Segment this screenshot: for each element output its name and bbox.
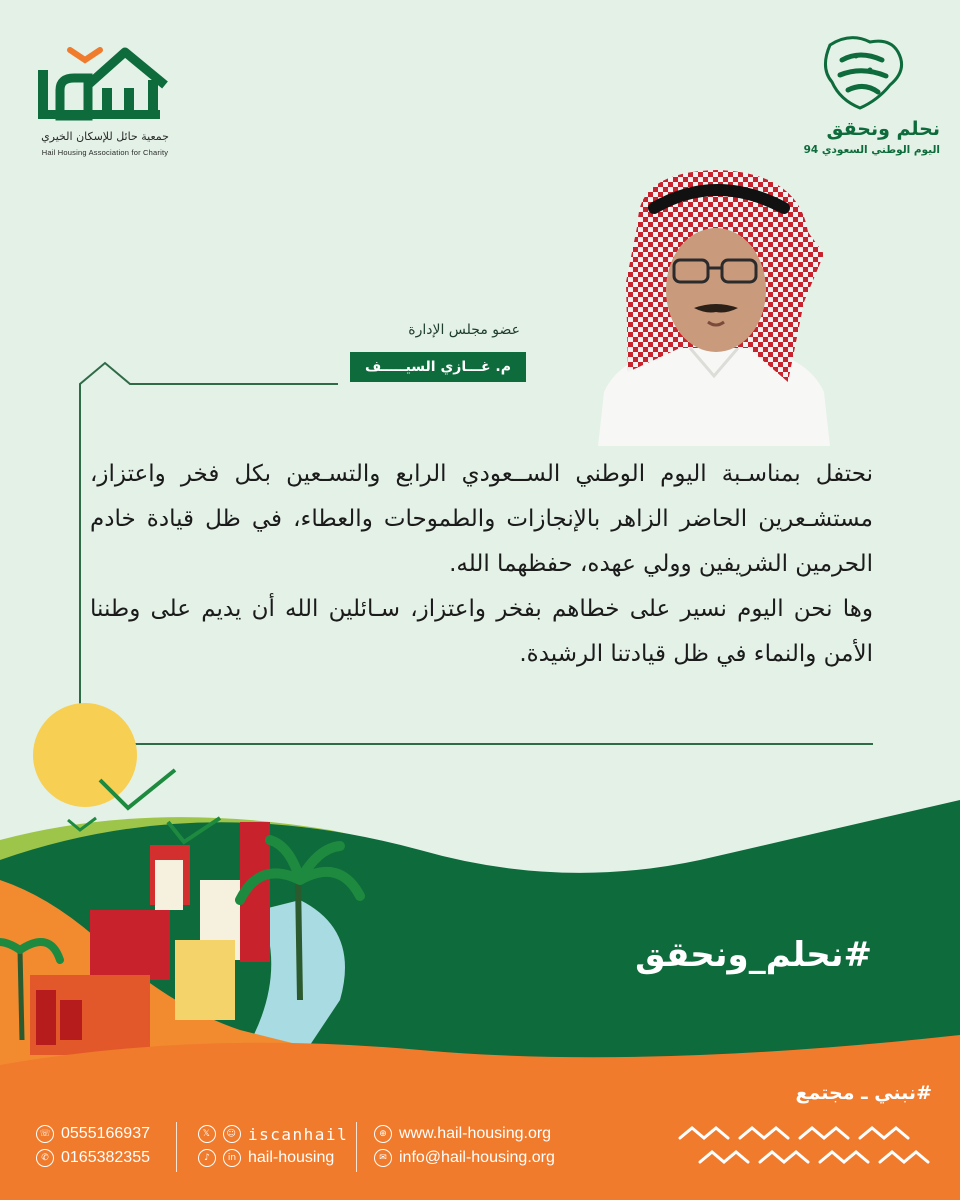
whatsapp-icon: ☏ <box>36 1125 54 1143</box>
contact-social-1[interactable] <box>198 1122 348 1146</box>
linkedin-icon: in <box>223 1149 241 1167</box>
mail-icon: ✉ <box>374 1149 392 1167</box>
contact-social-2[interactable] <box>198 1146 334 1170</box>
x-icon: 𝕏 <box>198 1125 216 1143</box>
contact-email[interactable] <box>374 1146 555 1170</box>
footer-tagline: #نبني ـ مجتمع <box>795 1082 932 1104</box>
phone-icon: ✆ <box>36 1149 54 1167</box>
website-url: www.hail-housing.org <box>399 1125 552 1142</box>
campaign-subtitle: اليوم الوطني السعودي 94 <box>803 144 940 156</box>
speaker-name-badge: م. غـــازي السيـــــف <box>350 352 526 382</box>
message-paragraph-1: نحتفل بمناسـبة اليوم الوطني الســعودي الرابع والتسـعين بكل فخر واعتزاز، مستشـعرين الحاضر الزاهر بالإنجازات والطموحات والعطاء، في ظل قيادة خادم الحرمين الشريفين وولي عهده، حفظهما الله. <box>90 461 873 577</box>
campaign-hashtag: #نحلم_ونحقق <box>635 935 872 975</box>
tiktok-icon: ♪ <box>198 1149 216 1167</box>
speaker-role: عضو مجلس الإدارة <box>408 322 520 338</box>
org-name-ar: جمعية حائل للإسكان الخيري <box>41 130 169 143</box>
social-handle-2: hail-housing <box>248 1149 335 1166</box>
contact-website[interactable] <box>374 1122 551 1146</box>
contact-phone[interactable] <box>36 1146 150 1170</box>
phone-number: 0165382355 <box>61 1149 150 1166</box>
footer-separator <box>356 1122 357 1172</box>
globe-icon: ⊕ <box>374 1125 392 1143</box>
contact-whatsapp[interactable] <box>36 1122 150 1146</box>
footer-separator <box>176 1122 177 1172</box>
message-paragraph-2: وها نحن اليوم نسير على خطاهم بفخر واعتزاز، سـائلين الله أن يديم على وطننا الأمن والنماء في ظل قيادتنا الرشيدة. <box>90 596 873 667</box>
social-handle-1: iscanhail <box>248 1124 349 1144</box>
campaign-slogan: نحلم ونحقق <box>826 118 940 140</box>
snapchat-icon: ☺ <box>223 1125 241 1143</box>
whatsapp-number: 0555166937 <box>61 1125 150 1142</box>
email-address: info@hail-housing.org <box>399 1149 555 1166</box>
org-name-en: Hail Housing Association for Charity <box>41 148 169 157</box>
